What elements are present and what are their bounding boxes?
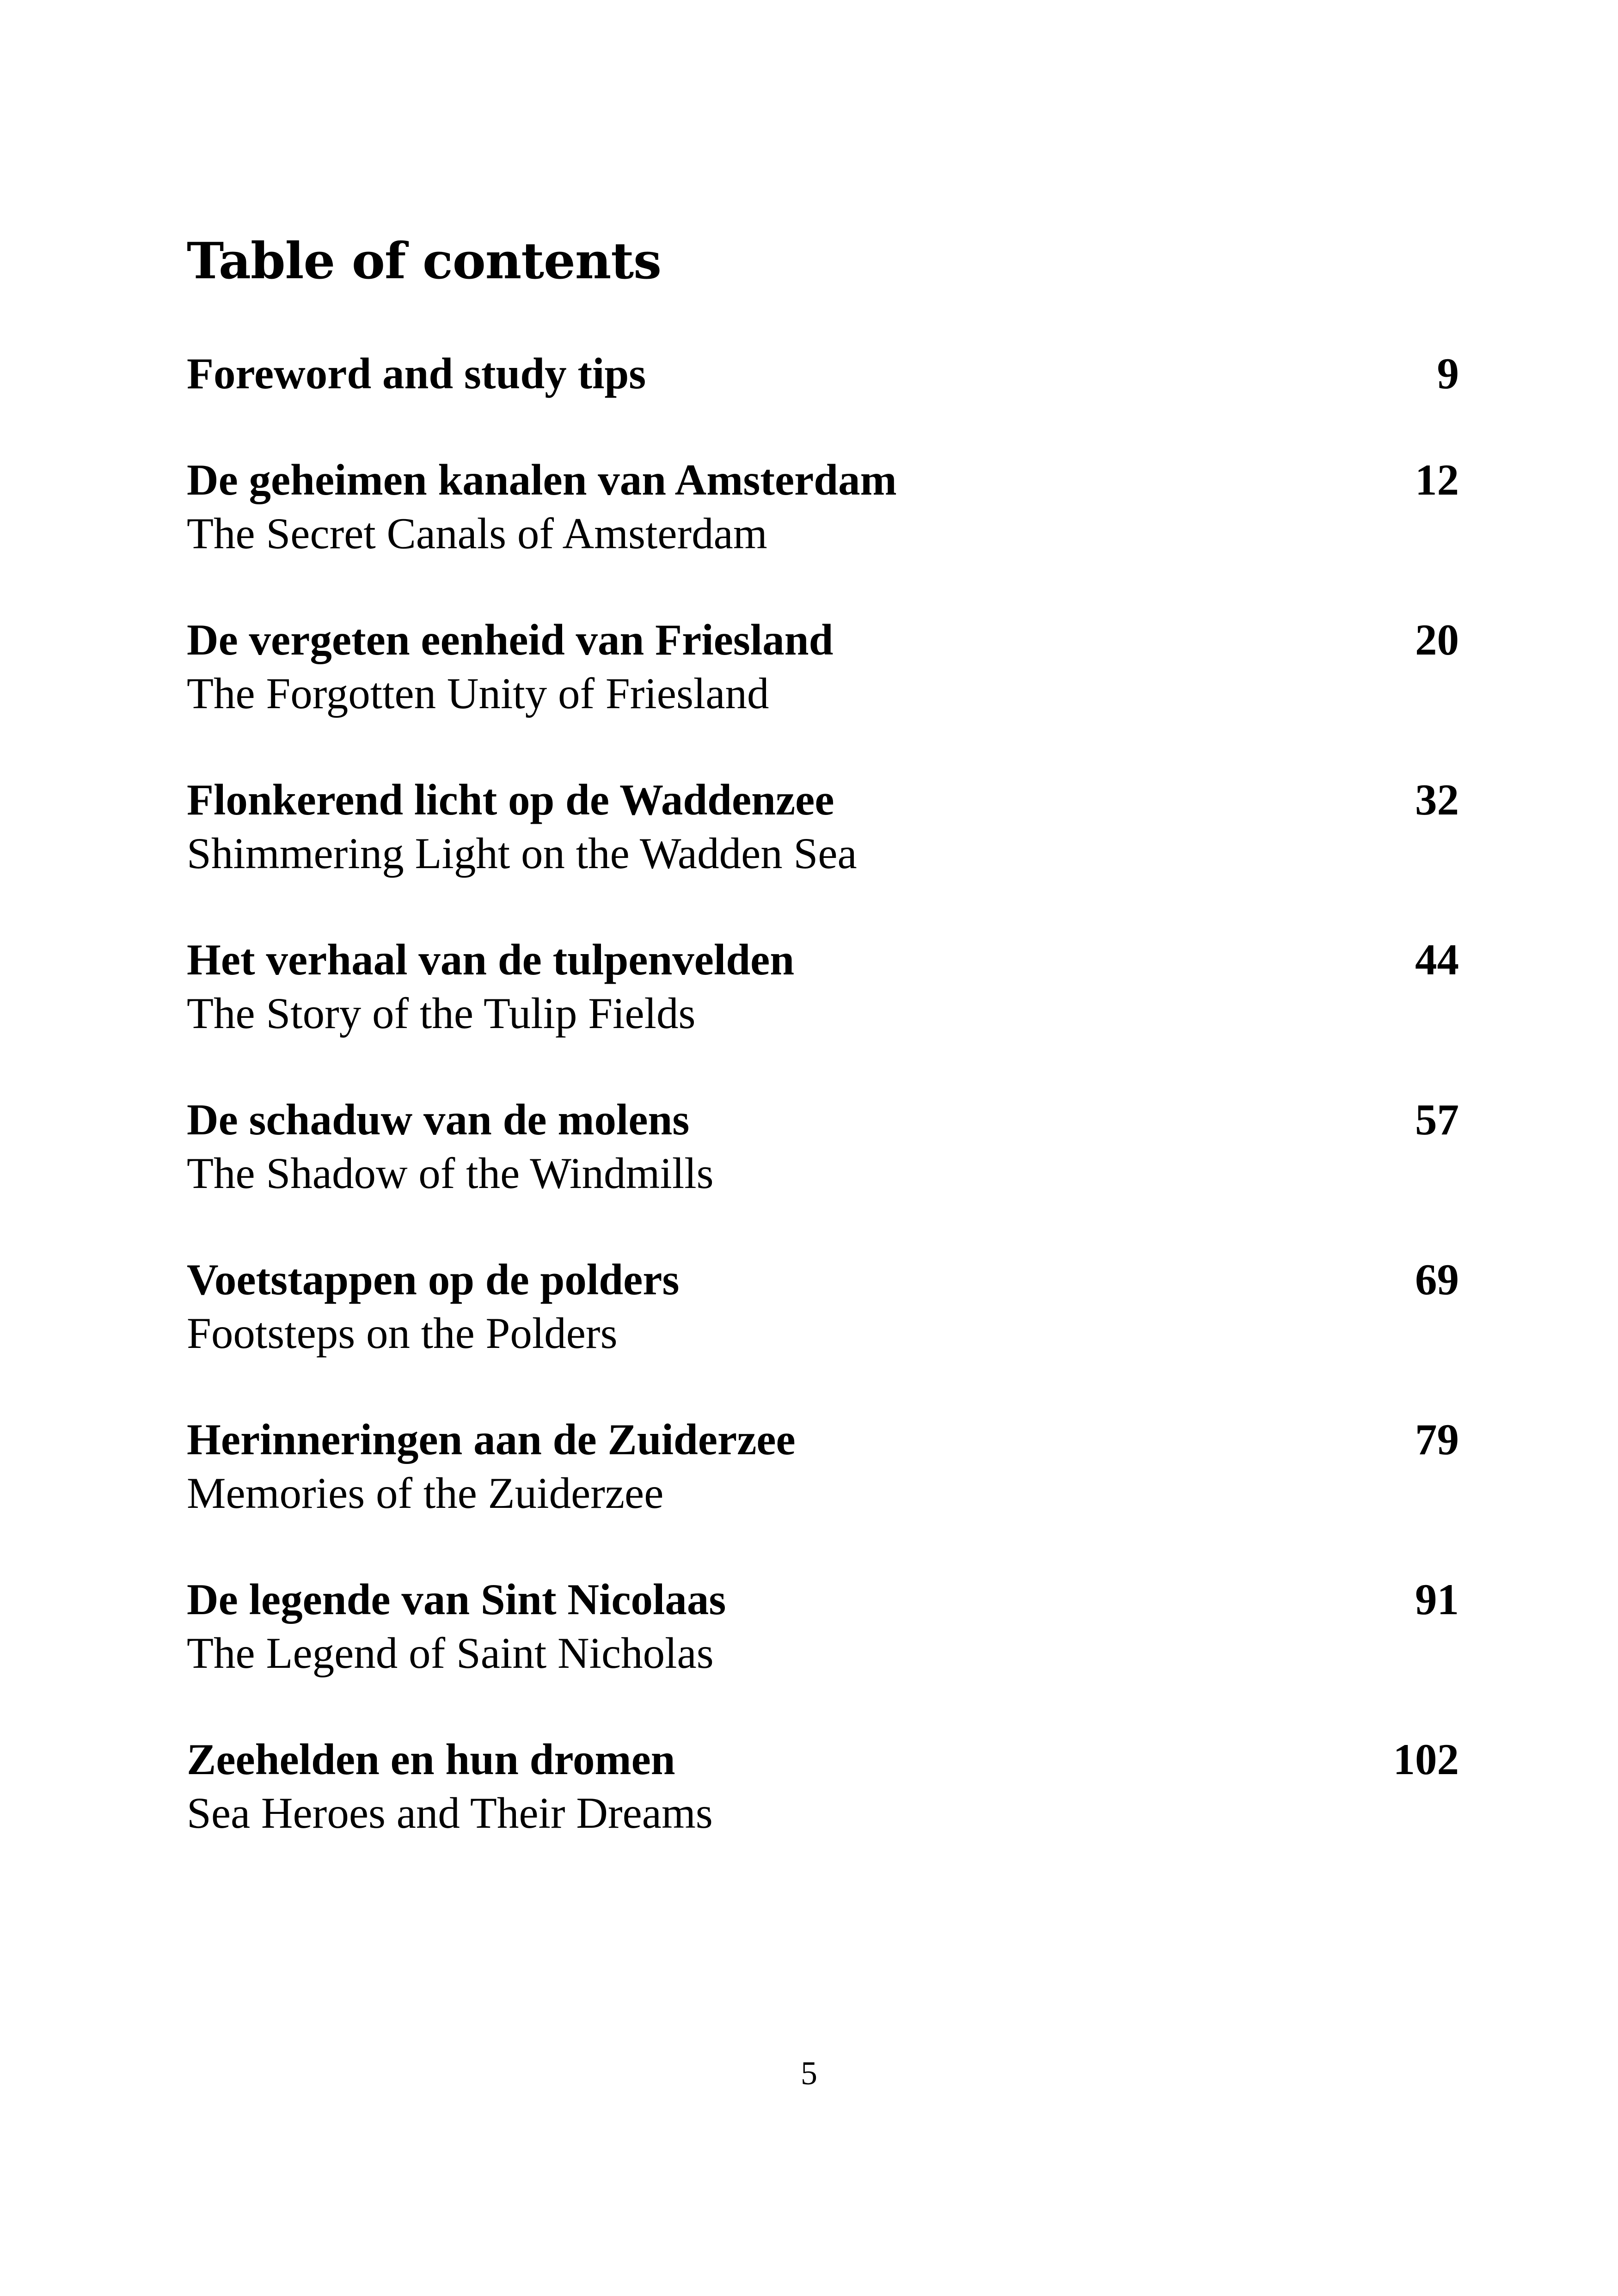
toc-entry — [187, 347, 1459, 400]
toc-entry-row — [187, 1413, 1459, 1466]
toc-entry-subtitle: The Forgotten Unity of Friesland — [187, 669, 769, 718]
toc-entry-title: Foreword and study tips — [187, 349, 646, 398]
toc-entry-subtitle: The Legend of Saint Nicholas — [187, 1629, 714, 1678]
toc-entry-subtitle: Sea Heroes and Their Dreams — [187, 1788, 713, 1837]
toc-entry-row — [187, 773, 1459, 827]
toc-entry-row — [187, 347, 1459, 400]
toc-entry-subtitle: The Secret Canals of Amsterdam — [187, 509, 767, 558]
page-number: 5 — [801, 2055, 817, 2092]
toc-entry-page: 102 — [1393, 1735, 1459, 1784]
toc-entry — [187, 453, 1459, 560]
toc-entry-row — [187, 1093, 1459, 1146]
toc-entry-page: 91 — [1415, 1575, 1459, 1624]
toc-entry-page: 44 — [1415, 935, 1459, 984]
toc-entry — [187, 773, 1459, 880]
toc-entry — [187, 1733, 1459, 1840]
toc-entry-row — [187, 1733, 1459, 1786]
toc-entry-subtitle: Memories of the Zuiderzee — [187, 1469, 664, 1518]
toc-entry-title: Zeehelden en hun dromen — [187, 1735, 675, 1784]
toc-entry-title: Flonkerend licht op de Waddenzee — [187, 775, 834, 824]
toc-entry-title: De geheimen kanalen van Amsterdam — [187, 455, 897, 504]
toc-entry — [187, 1253, 1459, 1360]
toc-entry — [187, 933, 1459, 1040]
toc-entry-title: Herinneringen aan de Zuiderzee — [187, 1415, 796, 1464]
toc-entry — [187, 1093, 1459, 1200]
toc-entry-row — [187, 613, 1459, 667]
toc-entry-page: 32 — [1415, 775, 1459, 824]
toc-entry-title: De legende van Sint Nicolaas — [187, 1575, 726, 1624]
toc-entry-page: 20 — [1415, 615, 1459, 664]
toc-entry — [187, 1413, 1459, 1520]
toc-entry-title: De vergeten eenheid van Friesland — [187, 615, 834, 664]
toc-entry-page: 69 — [1415, 1255, 1459, 1304]
toc-entry-subtitle: Shimmering Light on the Wadden Sea — [187, 829, 857, 878]
toc-entry-row — [187, 453, 1459, 507]
toc-entry-page: 79 — [1415, 1415, 1459, 1464]
toc-entry-row — [187, 1253, 1459, 1306]
toc-entry-subtitle: Footsteps on the Polders — [187, 1309, 618, 1358]
toc-entry-subtitle: The Shadow of the Windmills — [187, 1149, 714, 1198]
toc-entry — [187, 613, 1459, 720]
toc-entry — [187, 1573, 1459, 1680]
toc-heading: Table of contents — [187, 232, 662, 290]
toc-entry-title: Het verhaal van de tulpenvelden — [187, 935, 795, 984]
toc-entry-title: De schaduw van de molens — [187, 1095, 690, 1144]
toc-entry-title: Voetstappen op de polders — [187, 1255, 680, 1304]
toc-entry-row — [187, 933, 1459, 986]
toc-entry-page: 9 — [1437, 349, 1459, 398]
toc-entry-page: 57 — [1415, 1095, 1459, 1144]
toc-entry-subtitle: The Story of the Tulip Fields — [187, 989, 696, 1038]
toc-list — [187, 0, 1459, 2296]
toc-entry-page: 12 — [1415, 455, 1459, 504]
toc-entry-row — [187, 1573, 1459, 1626]
